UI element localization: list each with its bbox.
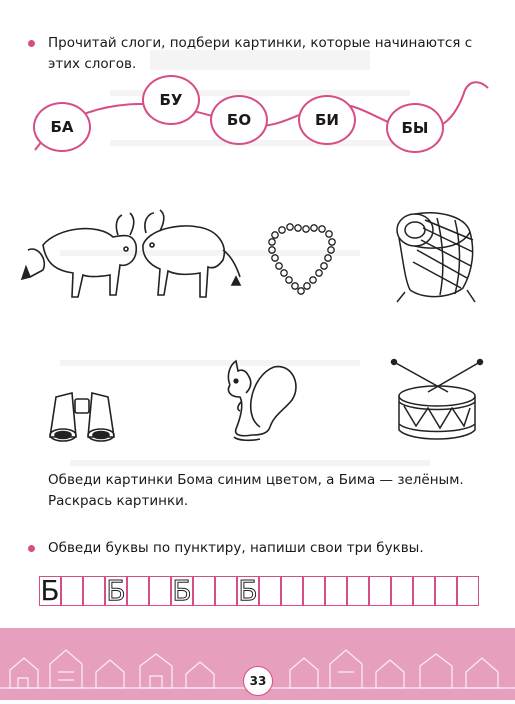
grid-cell [347,576,369,606]
grid-cell [281,576,303,606]
syllable-bu: БУ [142,75,200,125]
grid-cell [259,576,281,606]
task3-bullet [28,545,35,552]
task3-instruction [48,538,508,559]
traced-letter: Б [238,574,258,607]
squirrel-picture [212,355,302,445]
grid-cell [215,576,237,606]
grid-cell [369,576,391,606]
traced-letter: Б [172,574,192,607]
syllable-by: БЫ [386,103,444,153]
task2-line2: Раскрась картинки. [48,493,189,509]
traced-letter: Б [106,574,126,607]
task3-line1: Обведи буквы по пунктиру, напиши свои три буквы. [48,540,424,556]
beads-picture [265,220,340,300]
grid-cell [325,576,347,606]
grid-cell [127,576,149,606]
page-number: 33 [243,666,273,696]
drum-picture [390,358,485,443]
binoculars-picture [42,385,122,445]
grid-cell [149,576,171,606]
sample-letter: Б [40,574,60,607]
task1-line2: этих слогов. [48,56,137,72]
task2-line1: Обведи картинки Бома синим цветом, а Бима — зелёным. [48,472,464,488]
grid-cell [457,576,479,606]
bulls-picture [18,205,243,315]
syllable-bo: БО [210,95,268,145]
task1-line1: Прочитай слоги, подбери картинки, которые начинаются с [48,35,473,51]
task1-bullet [28,40,35,47]
barrel-picture [375,210,485,305]
grid-cell [83,576,105,606]
syllable-bi: БИ [298,95,356,145]
grid-cell [413,576,435,606]
grid-cell [435,576,457,606]
task1-instruction [48,33,508,75]
grid-cell [193,576,215,606]
grid-cell [61,576,83,606]
grid-cell [303,576,325,606]
grid-cell [391,576,413,606]
syllable-ba: БА [33,102,91,152]
task2-instruction [48,470,508,512]
